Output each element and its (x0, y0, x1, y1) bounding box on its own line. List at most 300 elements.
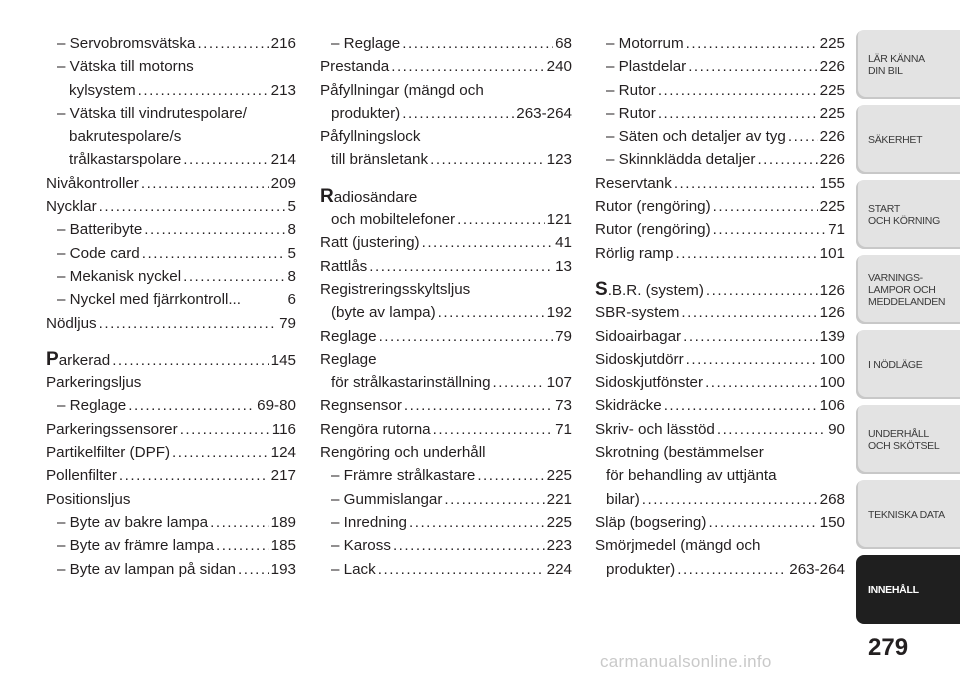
index-entry-text: trålkastarspolare (69, 151, 182, 169)
index-entry-label (57, 242, 140, 265)
dot-leader (676, 242, 818, 265)
index-entry-page[interactable]: 225 (819, 35, 845, 52)
dot-leader (112, 349, 268, 372)
index-entry-label (606, 558, 675, 581)
index-entry (320, 348, 572, 371)
index-entry-page[interactable]: 225 (819, 104, 845, 122)
dot-leader (430, 148, 545, 171)
index-entry-page[interactable]: 192 (546, 304, 572, 322)
index-entry (46, 394, 296, 417)
index-entry-text: – Främre strålkastare (331, 467, 476, 485)
index-entry (595, 534, 845, 557)
index-entry (595, 242, 845, 265)
dot-leader (144, 218, 285, 241)
index-entry-text: till bränsletank (331, 151, 429, 169)
index-entry (595, 464, 845, 487)
dot-leader (216, 534, 269, 557)
index-entry-text: Rattlås (320, 257, 368, 275)
index-entry (320, 32, 572, 55)
index-entry-label (320, 255, 367, 278)
index-entry-text: Positionsljus (46, 490, 131, 508)
dot-leader (705, 371, 818, 394)
index-entry-label (57, 394, 126, 417)
index-entry-page[interactable]: 69-80 (257, 397, 296, 415)
dot-leader (409, 511, 545, 534)
index-entry-label (57, 288, 241, 311)
dot-leader (393, 534, 545, 557)
dot-leader (717, 418, 826, 441)
index-column-2 (320, 32, 572, 581)
index-entry-page[interactable]: 126 (819, 281, 845, 299)
index-entry-page[interactable]: 217 (270, 467, 296, 485)
index-entry-label (320, 394, 402, 417)
index-entry (595, 79, 845, 102)
index-letter-initial: R (320, 185, 334, 207)
index-entry-text: Sidoskjutdörr (595, 350, 684, 368)
index-entry-label (46, 418, 178, 441)
dot-leader (378, 558, 545, 581)
index-entry (595, 394, 845, 417)
index-entry-page[interactable]: 100 (819, 350, 845, 368)
index-entry (46, 488, 296, 511)
index-entry-page[interactable]: 79 (555, 327, 572, 345)
dot-leader (142, 242, 286, 265)
dot-leader (713, 195, 818, 218)
index-entry-label (320, 325, 377, 348)
index-entry (595, 32, 845, 55)
index-entry-page[interactable]: 193 (270, 560, 296, 578)
index-entry (595, 418, 845, 441)
index-entry-text: Rörlig ramp (595, 244, 674, 262)
dot-leader (402, 32, 553, 55)
index-entry-page[interactable]: 213 (270, 81, 296, 99)
index-entry (46, 371, 296, 394)
index-entry-label (57, 558, 236, 581)
index-entry-text: Reservtank (595, 174, 672, 192)
index-entry-page[interactable]: 225 (819, 198, 845, 216)
index-entry-page[interactable]: 126 (819, 304, 845, 322)
dot-leader (128, 394, 255, 417)
index-entry-label (595, 441, 764, 464)
index-entry (46, 102, 296, 125)
index-entry (595, 488, 845, 511)
index-entry-label (595, 218, 711, 241)
index-entry-text: – Byte av främre lampa (57, 537, 214, 555)
index-entry-text: – Byte av lampan på sidan (57, 560, 236, 578)
index-entry-page[interactable]: 209 (270, 174, 296, 192)
index-entry-label (595, 195, 711, 218)
index-entry-text: Rengöra rutorna (320, 420, 431, 438)
dot-leader (686, 348, 818, 371)
index-entry-text: – Vätska till motorns (57, 58, 194, 76)
index-entry-text: – Servobromsvätska (57, 35, 196, 52)
index-entry-text: Regnsensor (320, 397, 402, 415)
index-entry-page[interactable]: 223 (546, 537, 572, 555)
index-entry-label (606, 488, 640, 511)
index-entry-label (46, 172, 139, 195)
index-entry (46, 32, 296, 55)
dot-leader (404, 394, 553, 417)
index-entry-text: Släp (bogsering) (595, 513, 707, 531)
index-entry-text: – Gummislangar (331, 490, 443, 508)
dot-leader (99, 195, 286, 218)
index-entry (46, 148, 296, 171)
dot-leader (642, 488, 818, 511)
index-entry-label (595, 348, 684, 371)
watermark-text: carmanualsonline.info (600, 652, 772, 671)
dot-leader (438, 301, 545, 324)
index-entry (595, 325, 845, 348)
index-entry-label (57, 32, 195, 55)
index-entry-text: kylsystem (69, 81, 136, 99)
index-entry-page[interactable]: 145 (270, 351, 296, 369)
dot-leader (706, 279, 818, 302)
dot-leader (180, 418, 270, 441)
index-entry-text: – Motorrum (606, 35, 684, 52)
index-entry-label (331, 371, 491, 394)
index-entry (46, 79, 296, 102)
index-entry-text: för behandling av uttjänta (606, 467, 777, 485)
index-entry-label (595, 278, 704, 302)
index-entry-text: adiosändare (333, 188, 418, 206)
index-entry (595, 148, 845, 171)
dot-leader (688, 55, 817, 78)
dot-leader (713, 218, 826, 241)
index-entry (595, 511, 845, 534)
dot-leader (708, 511, 817, 534)
index-entry-label (69, 148, 181, 171)
index-entry-page[interactable]: 116 (271, 420, 296, 438)
index-entry-page[interactable]: 71 (555, 420, 572, 438)
index-entry-label (606, 79, 656, 102)
index-entry (320, 231, 572, 254)
index-entry-text: Påfyllningar (mängd och (320, 81, 484, 99)
index-entry-text: – Kaross (331, 537, 391, 555)
index-entry-text: Parkeringssensorer (46, 420, 178, 438)
index-letter-initial: P (46, 348, 59, 370)
section-tab-label: TEKNISKA DATA (868, 508, 945, 521)
section-tab-label: I NÖDLÄGE (868, 358, 923, 371)
index-entry-text: Reglage (320, 327, 377, 345)
dot-leader (183, 148, 268, 171)
index-entry (46, 558, 296, 581)
dot-leader (99, 312, 277, 335)
index-entry-label (606, 32, 684, 55)
index-entry-page[interactable]: 101 (819, 244, 845, 262)
index-entry-page[interactable]: 150 (819, 513, 845, 531)
index-entry-page[interactable]: 100 (819, 374, 845, 392)
index-entry-text: Partikelfilter (DPF) (46, 444, 171, 462)
index-entry (46, 195, 296, 218)
index-entry-label (595, 172, 672, 195)
index-entry-page[interactable]: 226 (819, 128, 845, 146)
dot-leader (681, 301, 817, 324)
index-entry-page[interactable]: 73 (555, 397, 572, 415)
dot-leader (683, 325, 818, 348)
index-entry-page[interactable]: 224 (546, 560, 572, 578)
index-entry-page[interactable]: 5 (287, 244, 296, 262)
index-entry (320, 278, 572, 301)
index-entry-text: – Byte av bakre lampa (57, 513, 209, 531)
index-entry-text: (byte av lampa) (331, 304, 436, 322)
index-entry-label (331, 558, 376, 581)
index-entry-page[interactable]: 216 (270, 35, 296, 52)
index-entry (320, 148, 572, 171)
index-entry (320, 441, 572, 464)
index-entry-label (320, 441, 486, 464)
index-entry-label (595, 394, 662, 417)
dot-leader (677, 558, 787, 581)
dot-leader (391, 55, 544, 78)
index-entry (46, 125, 296, 148)
index-entry-page[interactable]: 123 (546, 151, 572, 169)
index-entry-page[interactable]: 189 (270, 513, 296, 531)
index-entry (595, 172, 845, 195)
index-entry-text: Skriv- och lässtöd (595, 420, 715, 438)
index-entry-page[interactable]: 263-264 (789, 560, 845, 578)
section-tab-label: LÄR KÄNNA DIN BIL (868, 52, 925, 77)
index-entry-text: Rutor (rengöring) (595, 221, 711, 239)
section-tab[interactable] (856, 405, 960, 474)
index-entry-text: bakrutespolare/s (69, 128, 182, 146)
index-entry (46, 441, 296, 464)
index-entry-label (320, 231, 420, 254)
index-entry-text: Nödljus (46, 314, 97, 332)
index-entry-page[interactable]: 8 (287, 221, 296, 239)
index-entry (595, 55, 845, 78)
dot-leader (119, 464, 269, 487)
index-entry-text: Parkeringsljus (46, 374, 142, 392)
dot-leader (183, 265, 285, 288)
index-entry-label (46, 441, 170, 464)
index-entry-text: Rutor (rengöring) (595, 198, 711, 216)
index-entry-text: – Mekanisk nyckel (57, 267, 182, 285)
index-entry (46, 418, 296, 441)
index-entry-page[interactable]: 13 (555, 257, 572, 275)
index-entry-text: Reglage (320, 350, 377, 368)
index-entry-text: och mobiltelefoner (331, 211, 456, 229)
index-entry-label (595, 301, 679, 324)
index-entry (595, 102, 845, 125)
index-entry-page[interactable]: 214 (270, 151, 296, 169)
index-entry-page[interactable]: 71 (828, 221, 845, 239)
index-entry-text: – Rutor (606, 104, 656, 122)
index-entry (595, 558, 845, 581)
index-entry-text: – Säten och detaljer av tyg (606, 128, 786, 146)
index-entry-text: – Lack (331, 560, 376, 578)
dot-leader (757, 148, 817, 171)
index-entry (320, 125, 572, 148)
index-entry-page[interactable]: 226 (819, 151, 845, 169)
index-entry-page[interactable]: 185 (270, 537, 296, 555)
section-tab[interactable] (856, 180, 960, 249)
index-entry-label (320, 79, 484, 102)
index-entry-label (57, 534, 214, 557)
index-entry-text: Ratt (justering) (320, 234, 420, 252)
section-tab[interactable] (856, 105, 960, 174)
index-entry-page[interactable]: 41 (555, 234, 572, 252)
index-entry-label (595, 511, 706, 534)
index-entry-page[interactable]: 5 (287, 198, 296, 216)
index-entry-page[interactable]: 8 (287, 267, 296, 285)
dot-leader (658, 79, 818, 102)
index-entry (320, 102, 572, 125)
index-entry (595, 348, 845, 371)
section-tab-label: SÄKERHET (868, 133, 923, 146)
index-entry-label (595, 418, 715, 441)
section-tab[interactable] (856, 30, 960, 99)
index-entry (595, 195, 845, 218)
index-entry-text: Nycklar (46, 198, 97, 216)
index-entry (46, 348, 296, 371)
index-entry (46, 218, 296, 241)
index-entry-page[interactable]: 79 (279, 314, 296, 332)
index-entry-page[interactable]: 221 (546, 490, 572, 508)
dot-leader (138, 79, 269, 102)
index-entry (46, 464, 296, 487)
index-entry-label (331, 208, 455, 231)
dot-leader (493, 371, 545, 394)
index-entry (595, 371, 845, 394)
index-entry (595, 218, 845, 241)
index-entry-label (69, 125, 181, 148)
index-entry (595, 441, 845, 464)
index-entry (320, 558, 572, 581)
index-entry-label (46, 348, 110, 372)
index-entry-text: Nivåkontroller (46, 174, 139, 192)
index-entry (320, 394, 572, 417)
index-entry-page[interactable]: 240 (546, 58, 572, 76)
page-number: 279 (868, 634, 909, 661)
index-entry-text: Sidoairbagar (595, 327, 682, 345)
index-entry-page[interactable]: 6 (287, 291, 296, 309)
index-entry (320, 464, 572, 487)
index-entry-page[interactable]: 121 (546, 211, 572, 229)
section-tab-label: START OCH KÖRNING (868, 202, 940, 227)
index-entry-label (69, 79, 136, 102)
index-entry-label (57, 511, 208, 534)
index-entry-text: .B.R. (system) (607, 281, 704, 299)
index-entry (46, 511, 296, 534)
index-entry (595, 301, 845, 324)
index-entry-label (331, 148, 428, 171)
index-entry-text: arkerad (58, 351, 111, 369)
index-entry-text: – Skinnklädda detaljer (606, 151, 756, 169)
index-entry-text: Påfyllningslock (320, 128, 421, 146)
section-tab[interactable] (856, 255, 960, 324)
index-entry-page[interactable]: 139 (819, 327, 845, 345)
index-entry-label (606, 55, 686, 78)
index-entry-page[interactable]: 225 (819, 81, 845, 99)
index-entry (46, 534, 296, 557)
index-entry-text: Rengöring och underhåll (320, 444, 486, 462)
section-tab[interactable] (856, 480, 960, 549)
section-tab[interactable] (856, 330, 960, 399)
index-entry-label (46, 464, 117, 487)
index-entry-page[interactable]: 124 (270, 444, 296, 462)
index-entry-page[interactable]: 268 (819, 490, 845, 508)
index-entry-text: – Batteribyte (57, 221, 143, 239)
index-entry-text: Sidoskjutfönster (595, 374, 704, 392)
dot-leader (444, 488, 544, 511)
dot-leader (379, 325, 554, 348)
index-entry-text: – Reglage (57, 397, 127, 415)
dot-leader (402, 102, 514, 125)
index-entry-text: Skrotning (bestämmelser (595, 444, 764, 462)
index-entry-text: Smörjmedel (mängd och (595, 537, 761, 555)
dot-leader (457, 208, 545, 231)
index-entry-label (46, 195, 97, 218)
dot-leader (172, 441, 269, 464)
index-entry-page[interactable]: 68 (555, 35, 572, 52)
index-entry-label (595, 325, 681, 348)
index-entry (595, 278, 845, 301)
index-entry-label (606, 148, 755, 171)
dot-leader (658, 102, 818, 125)
index-entry-text: produkter) (606, 560, 676, 578)
index-entry-text: för strålkastarinställning (331, 374, 491, 392)
index-entry-label (331, 511, 407, 534)
index-entry-label (606, 125, 786, 148)
dot-leader (197, 32, 268, 55)
index-entry (46, 172, 296, 195)
section-tab[interactable] (856, 555, 960, 624)
index-entry-text: – Plastdelar (606, 58, 687, 76)
index-column-1 (46, 32, 296, 581)
index-entry (46, 288, 296, 311)
index-entry-label (331, 102, 400, 125)
dot-leader (422, 231, 553, 254)
index-entry-page[interactable]: 155 (819, 174, 845, 192)
index-entry-label (331, 534, 391, 557)
index-entry-text: – Rutor (606, 81, 656, 99)
index-entry (320, 371, 572, 394)
index-entry (595, 125, 845, 148)
index-entry-label (320, 278, 470, 301)
index-entry-page[interactable]: 225 (546, 513, 572, 531)
index-entry-label (331, 301, 436, 324)
index-entry (320, 208, 572, 231)
index-entry-label (57, 265, 181, 288)
index-entry-label (595, 534, 760, 557)
index-entry-label (606, 464, 777, 487)
index-column-3 (595, 32, 845, 581)
index-entry-page[interactable]: 225 (546, 467, 572, 485)
index-entry-page[interactable]: 106 (819, 397, 845, 415)
index-entry (320, 301, 572, 324)
dot-leader (210, 511, 269, 534)
index-entry-page[interactable]: 90 (828, 420, 845, 438)
index-entry-text: Prestanda (320, 58, 390, 76)
index-entry-label (57, 218, 142, 241)
index-entry (320, 488, 572, 511)
index-entry-label (57, 55, 194, 78)
index-entry-page[interactable]: 107 (546, 374, 572, 392)
index-entry-label (46, 371, 141, 394)
index-entry-text: – Nyckel med fjärrkontroll... (57, 291, 241, 309)
index-entry-text: – Vätska till vindrutespolare/ (57, 104, 247, 122)
index-entry-text: Skidräcke (595, 397, 662, 415)
index-entry (320, 185, 572, 208)
index-entry-label (320, 55, 389, 78)
index-entry-page[interactable]: 226 (819, 58, 845, 76)
index-entry-text: – Code card (57, 244, 140, 262)
index-entry-text: SBR-system (595, 304, 680, 322)
index-entry-text: – Reglage (331, 35, 401, 52)
section-tab-label: INNEHÅLL (868, 583, 919, 596)
index-entry-page[interactable]: 263-264 (516, 104, 572, 122)
index-entry-label (320, 348, 377, 371)
